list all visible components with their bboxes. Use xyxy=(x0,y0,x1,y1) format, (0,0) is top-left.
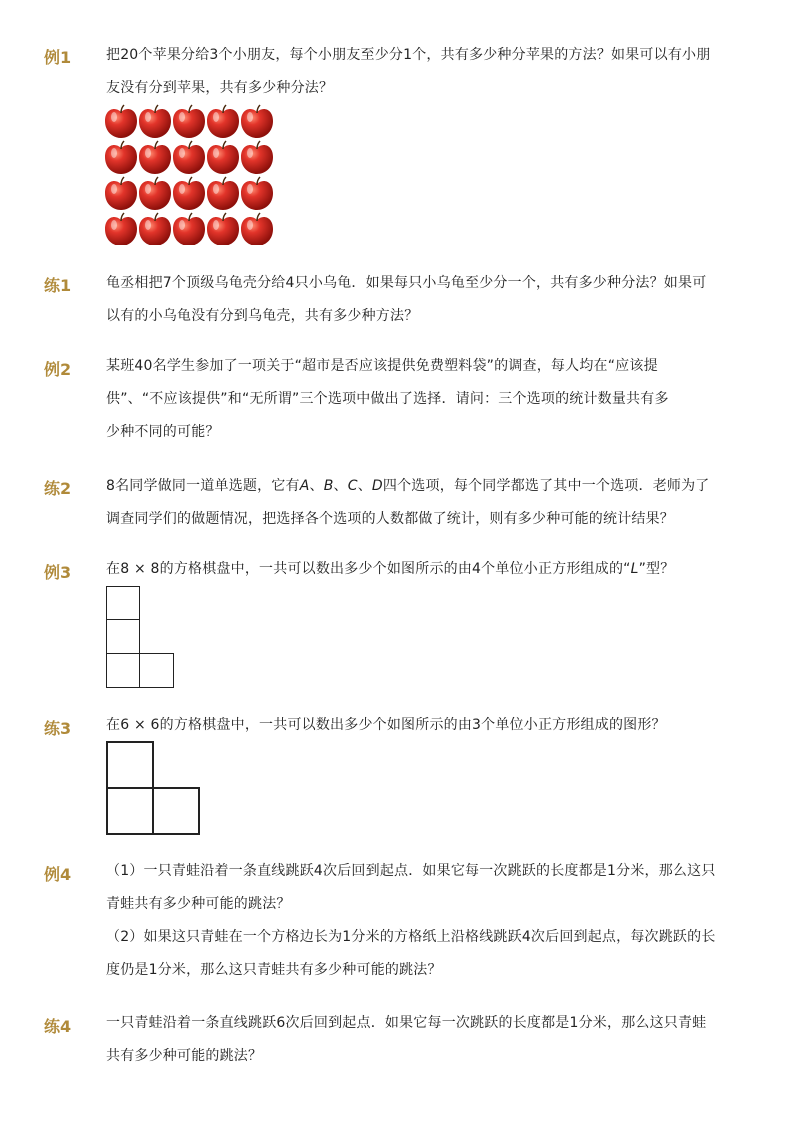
problem-label-ex2: 例2 xyxy=(44,360,72,379)
apple-icon xyxy=(139,105,171,138)
problem-text-pr2 xyxy=(106,470,726,536)
text-line: （1）一只青蛙沿着一条直线跳跃4次后回到起点．如果它每一次跳跃的长度都是1分米，那么这只 xyxy=(106,863,716,879)
problem-text-ex1 xyxy=(106,39,726,105)
apple-icon xyxy=(207,213,239,245)
l-letter: L xyxy=(630,561,639,577)
text-line: 某班40名学生参加了一项关于“超市是否应该提供免费塑料袋”的调查，每人均在“应该提 xyxy=(106,358,658,374)
option-c: C xyxy=(347,478,358,494)
grid-cell xyxy=(106,653,140,688)
grid-cell xyxy=(106,741,154,789)
grid-cell xyxy=(139,653,174,688)
text-line: 龟丞相把7个顶级乌龟壳分给4只小乌龟．如果每只小乌龟至少分一个，共有多少种分法？如果可 xyxy=(106,275,707,291)
apple-icon xyxy=(105,177,137,210)
problem-label-ex1: 例1 xyxy=(44,48,72,67)
problem-text-ex2 xyxy=(106,350,726,449)
text-line: 以有的小乌龟没有分到乌龟壳，共有多少种方法？ xyxy=(106,308,419,324)
problem-text-pr1 xyxy=(106,267,726,333)
apple-icon xyxy=(105,213,137,245)
problem-text-ex4 xyxy=(106,855,726,987)
text-line: 调查同学们的做题情况，把选择各个选项的人数都做了统计，则有多少种可能的统计结果？ xyxy=(106,511,674,527)
tromino-figure xyxy=(106,741,200,835)
text-line: 青蛙共有多少种可能的跳法？ xyxy=(106,896,291,912)
text-line: 度仍是1分米，那么这只青蛙共有多少种可能的跳法？ xyxy=(106,962,442,978)
grid-cell xyxy=(152,787,200,835)
apple-icon xyxy=(207,105,239,138)
apple-icon xyxy=(139,141,171,174)
separator: 、 xyxy=(333,478,348,494)
problem-text-pr4 xyxy=(106,1007,726,1073)
apple-icon xyxy=(173,105,205,138)
text-fragment: 在8 × 8的方格棋盘中，一共可以数出多少个如图所示的由4个单位小正方形组成的“ xyxy=(106,561,631,577)
l-shape-figure xyxy=(106,586,174,688)
apple-icon xyxy=(105,105,137,138)
problem-label-pr2: 练2 xyxy=(44,479,72,498)
text-fragment: 8名同学做同一道单选题，它有 xyxy=(106,478,300,494)
apple-icon xyxy=(241,105,273,138)
text-line: 共有多少种可能的跳法？ xyxy=(106,1048,263,1064)
apple-icon xyxy=(173,177,205,210)
problem-label-pr3: 练3 xyxy=(44,719,72,738)
apple-icon xyxy=(139,213,171,245)
apple-icon xyxy=(241,141,273,174)
option-d: D xyxy=(371,478,383,494)
problem-label-ex3: 例3 xyxy=(44,563,72,582)
problem-label-pr4: 练4 xyxy=(44,1017,72,1036)
apple-icon xyxy=(173,141,205,174)
separator: 、 xyxy=(357,478,372,494)
text-fragment: 四个选项，每个同学都选了其中一个选项．老师为了 xyxy=(382,478,710,494)
problem-label-pr1: 练1 xyxy=(44,276,72,295)
apple-icon xyxy=(207,141,239,174)
grid-cell xyxy=(106,787,154,835)
problem-text-pr3 xyxy=(106,709,726,742)
apple-icon xyxy=(207,177,239,210)
text-line xyxy=(106,553,726,586)
apple-icon xyxy=(139,177,171,210)
separator: 、 xyxy=(309,478,324,494)
apple-grid-svg xyxy=(105,103,275,245)
text-line: 友没有分到苹果，共有多少种分法？ xyxy=(106,80,334,96)
apple-icon xyxy=(241,213,273,245)
text-line: 少种不同的可能？ xyxy=(106,424,220,440)
apple-grid xyxy=(105,103,275,245)
grid-cell xyxy=(106,619,140,654)
grid-cell xyxy=(106,586,140,620)
text-line: 在6 × 6的方格棋盘中，一共可以数出多少个如图所示的由3个单位小正方形组成的图形？ xyxy=(106,717,666,733)
apple-icon xyxy=(173,213,205,245)
problem-text-ex3 xyxy=(106,553,726,586)
text-fragment: ”型？ xyxy=(638,561,675,577)
apple-icon xyxy=(241,177,273,210)
text-line: 一只青蛙沿着一条直线跳跃6次后回到起点．如果它每一次跳跃的长度都是1分米，那么这只青蛙 xyxy=(106,1015,707,1031)
text-line xyxy=(106,470,726,503)
text-line: （2）如果这只青蛙在一个方格边长为1分米的方格纸上沿格线跳跃4次后回到起点，每次跳跃的长 xyxy=(106,929,716,945)
text-line: 把20个苹果分给3个小朋友，每个小朋友至少分1个，共有多少种分苹果的方法？如果可以有小朋 xyxy=(106,47,711,63)
option-b: B xyxy=(323,478,334,494)
apple-icon xyxy=(105,141,137,174)
text-line: 供”、“不应该提供”和“无所谓”三个选项中做出了选择．请问：三个选项的统计数量共有多 xyxy=(106,391,669,407)
option-a: A xyxy=(299,478,310,494)
problem-label-ex4: 例4 xyxy=(44,865,72,884)
